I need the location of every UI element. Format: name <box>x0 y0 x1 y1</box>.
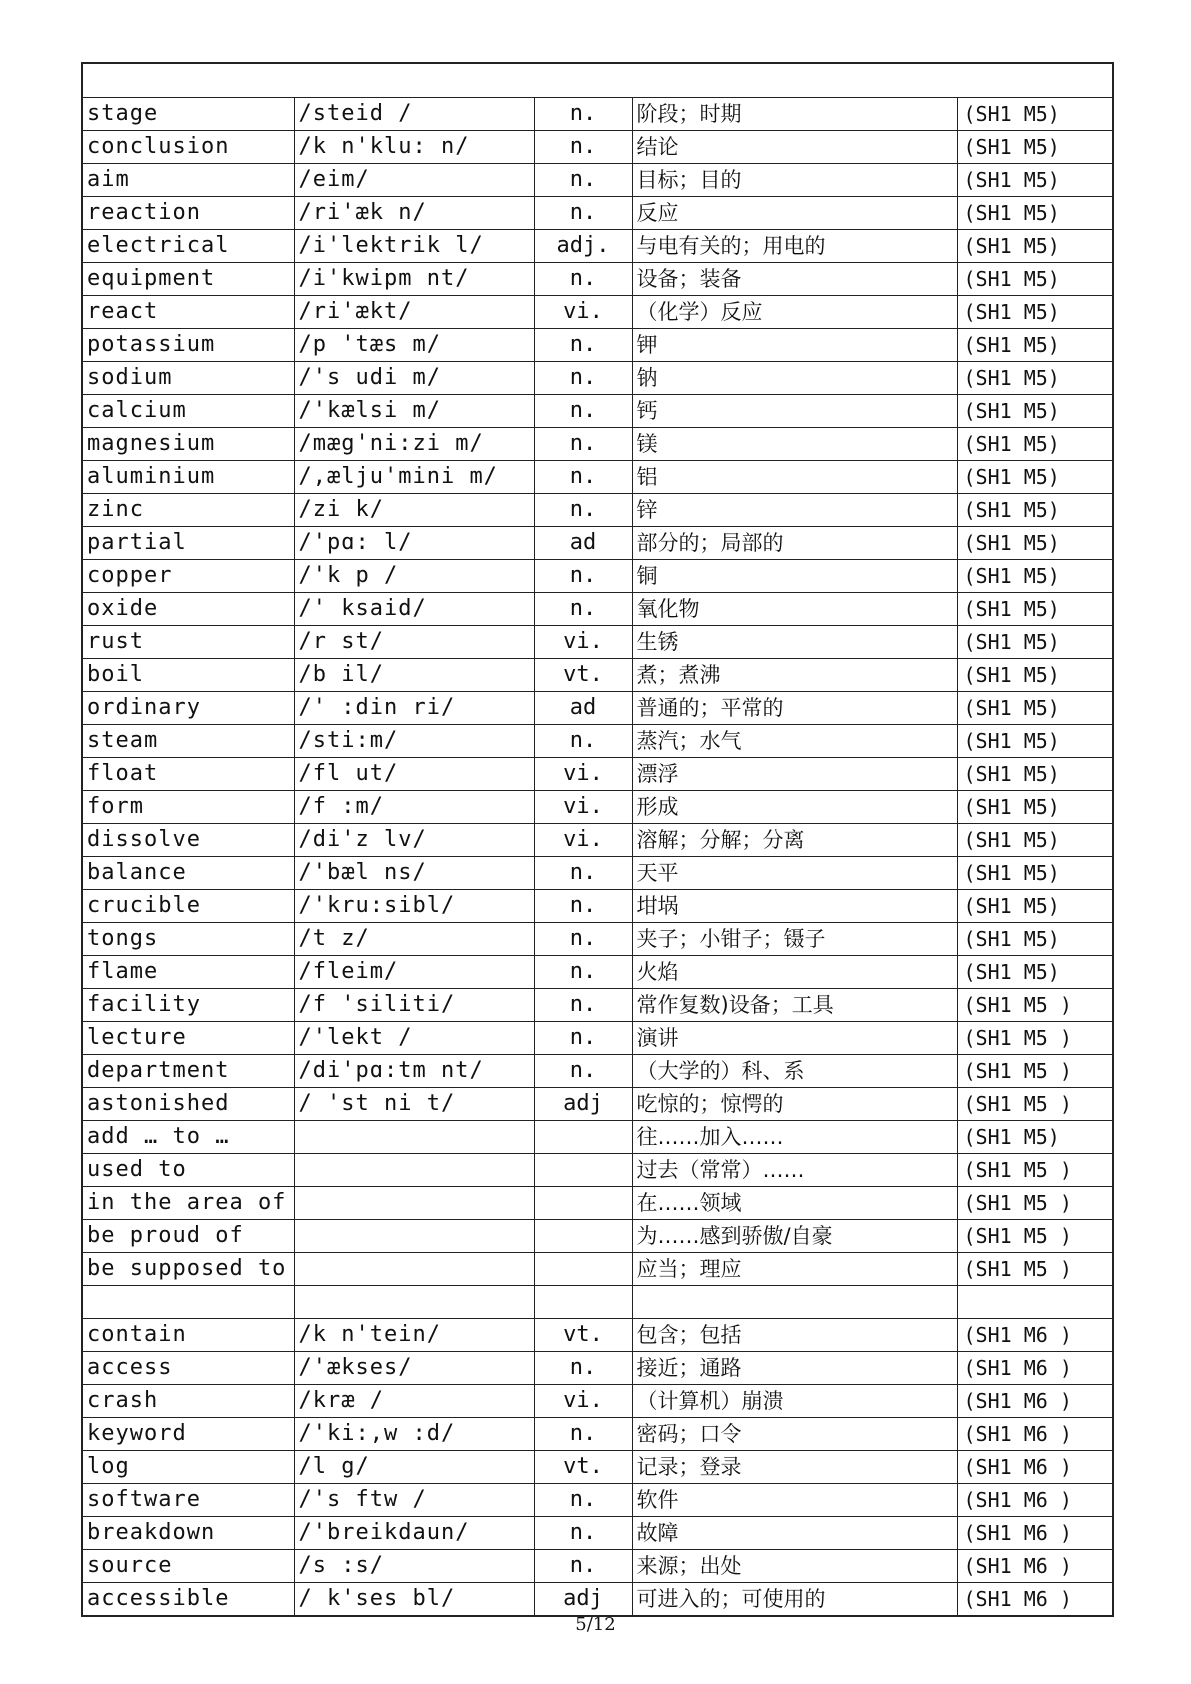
table-row <box>82 98 1113 131</box>
part-of-speech-cell: n. <box>534 923 632 956</box>
meaning-cell: 反应 <box>632 197 957 230</box>
meaning-cell: 可进入的；可使用的 <box>632 1583 957 1617</box>
page-number: 5/12 <box>575 1614 616 1635</box>
part-of-speech-cell <box>534 1154 632 1187</box>
table-row <box>82 197 1113 230</box>
meaning-cell: 夹子；小钳子；镊子 <box>632 923 957 956</box>
part-of-speech-cell: n. <box>534 1352 632 1385</box>
meaning-cell: 氧化物 <box>632 593 957 626</box>
word-cell: keyword <box>82 1418 294 1451</box>
word-cell: magnesium <box>82 428 294 461</box>
table-row <box>82 1055 1113 1088</box>
part-of-speech-cell: ad <box>534 692 632 725</box>
phonetic-cell: /'ækses/ <box>294 1352 534 1385</box>
vocabulary-table-body <box>82 63 1113 1616</box>
meaning-cell: 生锈 <box>632 626 957 659</box>
table-row <box>82 1022 1113 1055</box>
meaning-cell: 钙 <box>632 395 957 428</box>
part-of-speech-cell: n. <box>534 1550 632 1583</box>
source-cell: (SH1 M5 ) <box>957 1055 1113 1088</box>
phonetic-cell: /t z/ <box>294 923 534 956</box>
meaning-cell <box>632 1286 957 1319</box>
source-cell: (SH1 M5) <box>957 527 1113 560</box>
word-cell: balance <box>82 857 294 890</box>
phonetic-cell: /i'kwipm nt/ <box>294 263 534 296</box>
source-cell: (SH1 M6 ) <box>957 1550 1113 1583</box>
part-of-speech-cell: vi. <box>534 626 632 659</box>
table-row <box>82 1187 1113 1220</box>
source-cell: (SH1 M5) <box>957 428 1113 461</box>
meaning-cell: 阶段；时期 <box>632 98 957 131</box>
word-cell: access <box>82 1352 294 1385</box>
part-of-speech-cell: vi. <box>534 824 632 857</box>
table-row <box>82 989 1113 1022</box>
source-cell: (SH1 M6 ) <box>957 1451 1113 1484</box>
phonetic-cell: /ri'æk n/ <box>294 197 534 230</box>
source-cell: (SH1 M5 ) <box>957 1022 1113 1055</box>
meaning-cell: 火焰 <box>632 956 957 989</box>
table-row <box>82 131 1113 164</box>
word-cell: crucible <box>82 890 294 923</box>
word-cell: zinc <box>82 494 294 527</box>
word-cell: contain <box>82 1319 294 1352</box>
meaning-cell: 往……加入…… <box>632 1121 957 1154</box>
part-of-speech-cell: n. <box>534 197 632 230</box>
source-cell: (SH1 M5) <box>957 230 1113 263</box>
phonetic-cell: /'breikdaun/ <box>294 1517 534 1550</box>
word-cell: calcium <box>82 395 294 428</box>
phonetic-cell: /,ælju'mini m/ <box>294 461 534 494</box>
meaning-cell: 为……感到骄傲/自豪 <box>632 1220 957 1253</box>
table-row <box>82 560 1113 593</box>
phonetic-cell <box>294 1220 534 1253</box>
meaning-cell: 演讲 <box>632 1022 957 1055</box>
meaning-cell: （计算机）崩溃 <box>632 1385 957 1418</box>
phonetic-cell: /'lekt / <box>294 1022 534 1055</box>
meaning-cell: 溶解；分解；分离 <box>632 824 957 857</box>
word-cell: facility <box>82 989 294 1022</box>
meaning-cell: 天平 <box>632 857 957 890</box>
part-of-speech-cell <box>534 1286 632 1319</box>
part-of-speech-cell: adj. <box>534 230 632 263</box>
part-of-speech-cell <box>534 1121 632 1154</box>
table-row <box>82 1220 1113 1253</box>
source-cell: (SH1 M5) <box>957 296 1113 329</box>
source-cell: (SH1 M5) <box>957 923 1113 956</box>
word-cell: breakdown <box>82 1517 294 1550</box>
source-cell: (SH1 M5 ) <box>957 1220 1113 1253</box>
word-cell: in the area of <box>82 1187 294 1220</box>
word-cell: aim <box>82 164 294 197</box>
word-cell: be supposed to <box>82 1253 294 1286</box>
table-row <box>82 1418 1113 1451</box>
source-cell: (SH1 M6 ) <box>957 1352 1113 1385</box>
vocabulary-table <box>81 62 1114 1617</box>
part-of-speech-cell: vt. <box>534 1319 632 1352</box>
word-cell: tongs <box>82 923 294 956</box>
word-cell: accessible <box>82 1583 294 1617</box>
phonetic-cell: /zi k/ <box>294 494 534 527</box>
part-of-speech-cell: vt. <box>534 659 632 692</box>
meaning-cell: 漂浮 <box>632 758 957 791</box>
part-of-speech-cell: ad <box>534 527 632 560</box>
source-cell: (SH1 M5) <box>957 329 1113 362</box>
phonetic-cell: /ri'ækt/ <box>294 296 534 329</box>
part-of-speech-cell: n. <box>534 956 632 989</box>
source-cell: (SH1 M5) <box>957 824 1113 857</box>
phonetic-cell: /k n'klu: n/ <box>294 131 534 164</box>
part-of-speech-cell: vt. <box>534 1451 632 1484</box>
phonetic-cell: /'bæl ns/ <box>294 857 534 890</box>
part-of-speech-cell: n. <box>534 395 632 428</box>
table-row <box>82 395 1113 428</box>
part-of-speech-cell: n. <box>534 1418 632 1451</box>
word-cell: float <box>82 758 294 791</box>
source-cell: (SH1 M5) <box>957 725 1113 758</box>
phonetic-cell: /mæg'ni:zi m/ <box>294 428 534 461</box>
part-of-speech-cell <box>534 1187 632 1220</box>
table-row <box>82 692 1113 725</box>
meaning-cell: 煮；煮沸 <box>632 659 957 692</box>
word-cell: be proud of <box>82 1220 294 1253</box>
source-cell: (SH1 M5) <box>957 758 1113 791</box>
part-of-speech-cell: adj <box>534 1088 632 1121</box>
table-row <box>82 1286 1113 1319</box>
part-of-speech-cell <box>534 1253 632 1286</box>
table-row <box>82 1352 1113 1385</box>
table-row <box>82 362 1113 395</box>
source-cell: (SH1 M6 ) <box>957 1517 1113 1550</box>
phonetic-cell: /f 'siliti/ <box>294 989 534 1022</box>
source-cell: (SH1 M5) <box>957 461 1113 494</box>
source-cell: (SH1 M6 ) <box>957 1583 1113 1617</box>
source-cell: (SH1 M5) <box>957 1121 1113 1154</box>
table-row <box>82 1154 1113 1187</box>
word-cell: copper <box>82 560 294 593</box>
phonetic-cell <box>294 1154 534 1187</box>
table-row <box>82 1121 1113 1154</box>
table-row <box>82 890 1113 923</box>
phonetic-cell: /r st/ <box>294 626 534 659</box>
source-cell: (SH1 M5) <box>957 956 1113 989</box>
part-of-speech-cell: n. <box>534 428 632 461</box>
meaning-cell: 铜 <box>632 560 957 593</box>
part-of-speech-cell <box>534 1220 632 1253</box>
meaning-cell: 锌 <box>632 494 957 527</box>
table-row <box>82 1385 1113 1418</box>
meaning-cell: 部分的；局部的 <box>632 527 957 560</box>
phonetic-cell: /sti:m/ <box>294 725 534 758</box>
meaning-cell: 普通的；平常的 <box>632 692 957 725</box>
phonetic-cell: /'k p / <box>294 560 534 593</box>
table-row <box>82 1451 1113 1484</box>
word-cell: source <box>82 1550 294 1583</box>
source-cell: (SH1 M5) <box>957 626 1113 659</box>
part-of-speech-cell: n. <box>534 857 632 890</box>
table-row <box>82 1088 1113 1121</box>
meaning-cell: 常作复数)设备；工具 <box>632 989 957 1022</box>
part-of-speech-cell: n. <box>534 725 632 758</box>
phonetic-cell: /steid / <box>294 98 534 131</box>
table-row <box>82 857 1113 890</box>
phonetic-cell: /kræ / <box>294 1385 534 1418</box>
phonetic-cell: /b il/ <box>294 659 534 692</box>
phonetic-cell: /'pɑ: l/ <box>294 527 534 560</box>
part-of-speech-cell: n. <box>534 593 632 626</box>
phonetic-cell: /di'z lv/ <box>294 824 534 857</box>
source-cell: (SH1 M6 ) <box>957 1418 1113 1451</box>
header-cell <box>82 63 1113 98</box>
phonetic-cell <box>294 1121 534 1154</box>
phonetic-cell: /l g/ <box>294 1451 534 1484</box>
source-cell <box>957 1286 1113 1319</box>
phonetic-cell: /' :din ri/ <box>294 692 534 725</box>
table-row <box>82 263 1113 296</box>
source-cell: (SH1 M5) <box>957 197 1113 230</box>
source-cell: (SH1 M5) <box>957 692 1113 725</box>
word-cell: log <box>82 1451 294 1484</box>
meaning-cell: 接近；通路 <box>632 1352 957 1385</box>
meaning-cell: 包含；包括 <box>632 1319 957 1352</box>
word-cell: stage <box>82 98 294 131</box>
table-row <box>82 791 1113 824</box>
part-of-speech-cell: n. <box>534 362 632 395</box>
part-of-speech-cell: n. <box>534 98 632 131</box>
phonetic-cell: /'kru:sibl/ <box>294 890 534 923</box>
table-row <box>82 1517 1113 1550</box>
part-of-speech-cell: n. <box>534 1055 632 1088</box>
source-cell: (SH1 M5) <box>957 791 1113 824</box>
table-row <box>82 659 1113 692</box>
meaning-cell: （大学的）科、系 <box>632 1055 957 1088</box>
meaning-cell: 应当；理应 <box>632 1253 957 1286</box>
word-cell: reaction <box>82 197 294 230</box>
phonetic-cell: /fleim/ <box>294 956 534 989</box>
meaning-cell: 在……领域 <box>632 1187 957 1220</box>
meaning-cell: 吃惊的；惊愕的 <box>632 1088 957 1121</box>
word-cell: crash <box>82 1385 294 1418</box>
part-of-speech-cell: n. <box>534 1484 632 1517</box>
source-cell: (SH1 M5) <box>957 857 1113 890</box>
part-of-speech-cell: n. <box>534 890 632 923</box>
phonetic-cell: /di'pɑ:tm nt/ <box>294 1055 534 1088</box>
word-cell: form <box>82 791 294 824</box>
phonetic-cell: /' ksaid/ <box>294 593 534 626</box>
source-cell: (SH1 M5) <box>957 131 1113 164</box>
source-cell: (SH1 M5 ) <box>957 1187 1113 1220</box>
source-cell: (SH1 M6 ) <box>957 1319 1113 1352</box>
word-cell: conclusion <box>82 131 294 164</box>
phonetic-cell: /eim/ <box>294 164 534 197</box>
word-cell: dissolve <box>82 824 294 857</box>
source-cell: (SH1 M5) <box>957 593 1113 626</box>
meaning-cell: 坩埚 <box>632 890 957 923</box>
phonetic-cell: /'s ftw / <box>294 1484 534 1517</box>
word-cell: react <box>82 296 294 329</box>
phonetic-cell <box>294 1187 534 1220</box>
meaning-cell: 蒸汽；水气 <box>632 725 957 758</box>
table-row <box>82 230 1113 263</box>
header-row <box>82 63 1113 98</box>
source-cell: (SH1 M5) <box>957 164 1113 197</box>
phonetic-cell: /k n'tein/ <box>294 1319 534 1352</box>
source-cell: (SH1 M5) <box>957 890 1113 923</box>
source-cell: (SH1 M5) <box>957 395 1113 428</box>
table-row <box>82 296 1113 329</box>
meaning-cell: 故障 <box>632 1517 957 1550</box>
meaning-cell: 过去（常常）…… <box>632 1154 957 1187</box>
table-row <box>82 164 1113 197</box>
meaning-cell: 钠 <box>632 362 957 395</box>
table-row <box>82 824 1113 857</box>
source-cell: (SH1 M5) <box>957 263 1113 296</box>
table-row <box>82 1550 1113 1583</box>
table-row <box>82 956 1113 989</box>
meaning-cell: （化学）反应 <box>632 296 957 329</box>
table-row <box>82 626 1113 659</box>
table-row <box>82 758 1113 791</box>
word-cell: oxide <box>82 593 294 626</box>
word-cell: software <box>82 1484 294 1517</box>
table-row <box>82 494 1113 527</box>
phonetic-cell: /'s udi m/ <box>294 362 534 395</box>
meaning-cell: 镁 <box>632 428 957 461</box>
source-cell: (SH1 M6 ) <box>957 1385 1113 1418</box>
phonetic-cell: /i'lektrik l/ <box>294 230 534 263</box>
source-cell: (SH1 M5) <box>957 98 1113 131</box>
word-cell: lecture <box>82 1022 294 1055</box>
phonetic-cell: / k'ses bl/ <box>294 1583 534 1617</box>
meaning-cell: 铝 <box>632 461 957 494</box>
source-cell: (SH1 M5 ) <box>957 989 1113 1022</box>
meaning-cell: 设备；装备 <box>632 263 957 296</box>
table-row <box>82 527 1113 560</box>
table-row <box>82 725 1113 758</box>
part-of-speech-cell: vi. <box>534 1385 632 1418</box>
part-of-speech-cell: n. <box>534 989 632 1022</box>
table-row <box>82 329 1113 362</box>
word-cell: sodium <box>82 362 294 395</box>
table-row <box>82 593 1113 626</box>
source-cell: (SH1 M5) <box>957 494 1113 527</box>
meaning-cell: 目标；目的 <box>632 164 957 197</box>
phonetic-cell: /'kælsi m/ <box>294 395 534 428</box>
meaning-cell: 形成 <box>632 791 957 824</box>
phonetic-cell: /p 'tæs m/ <box>294 329 534 362</box>
phonetic-cell: /fl ut/ <box>294 758 534 791</box>
phonetic-cell <box>294 1286 534 1319</box>
part-of-speech-cell: n. <box>534 263 632 296</box>
word-cell: boil <box>82 659 294 692</box>
word-cell: department <box>82 1055 294 1088</box>
source-cell: (SH1 M5) <box>957 362 1113 395</box>
part-of-speech-cell: n. <box>534 164 632 197</box>
word-cell: used to <box>82 1154 294 1187</box>
phonetic-cell: /s :s/ <box>294 1550 534 1583</box>
phonetic-cell: / 'st ni t/ <box>294 1088 534 1121</box>
source-cell: (SH1 M5) <box>957 659 1113 692</box>
table-row <box>82 1319 1113 1352</box>
part-of-speech-cell: n. <box>534 329 632 362</box>
word-cell: astonished <box>82 1088 294 1121</box>
table-row <box>82 923 1113 956</box>
word-cell: rust <box>82 626 294 659</box>
word-cell: partial <box>82 527 294 560</box>
word-cell: equipment <box>82 263 294 296</box>
table-row <box>82 1253 1113 1286</box>
table-row <box>82 428 1113 461</box>
meaning-cell: 密码；口令 <box>632 1418 957 1451</box>
phonetic-cell <box>294 1253 534 1286</box>
table-row <box>82 461 1113 494</box>
word-cell: potassium <box>82 329 294 362</box>
word-cell <box>82 1286 294 1319</box>
part-of-speech-cell: n. <box>534 1517 632 1550</box>
word-cell: electrical <box>82 230 294 263</box>
part-of-speech-cell: vi. <box>534 296 632 329</box>
meaning-cell: 软件 <box>632 1484 957 1517</box>
part-of-speech-cell: adj <box>534 1583 632 1617</box>
word-cell: aluminium <box>82 461 294 494</box>
part-of-speech-cell: n. <box>534 461 632 494</box>
source-cell: (SH1 M5 ) <box>957 1088 1113 1121</box>
source-cell: (SH1 M5 ) <box>957 1154 1113 1187</box>
part-of-speech-cell: n. <box>534 494 632 527</box>
phonetic-cell: /f :m/ <box>294 791 534 824</box>
word-cell: ordinary <box>82 692 294 725</box>
meaning-cell: 记录；登录 <box>632 1451 957 1484</box>
part-of-speech-cell: vi. <box>534 791 632 824</box>
word-cell: flame <box>82 956 294 989</box>
part-of-speech-cell: n. <box>534 560 632 593</box>
table-row <box>82 1484 1113 1517</box>
part-of-speech-cell: n. <box>534 1022 632 1055</box>
source-cell: (SH1 M5) <box>957 560 1113 593</box>
phonetic-cell: /'ki:,w :d/ <box>294 1418 534 1451</box>
source-cell: (SH1 M6 ) <box>957 1484 1113 1517</box>
word-cell: add … to … <box>82 1121 294 1154</box>
word-cell: steam <box>82 725 294 758</box>
part-of-speech-cell: n. <box>534 131 632 164</box>
part-of-speech-cell: vi. <box>534 758 632 791</box>
meaning-cell: 钾 <box>632 329 957 362</box>
meaning-cell: 与电有关的；用电的 <box>632 230 957 263</box>
table-row <box>82 1583 1113 1617</box>
source-cell: (SH1 M5 ) <box>957 1253 1113 1286</box>
meaning-cell: 来源；出处 <box>632 1550 957 1583</box>
meaning-cell: 结论 <box>632 131 957 164</box>
